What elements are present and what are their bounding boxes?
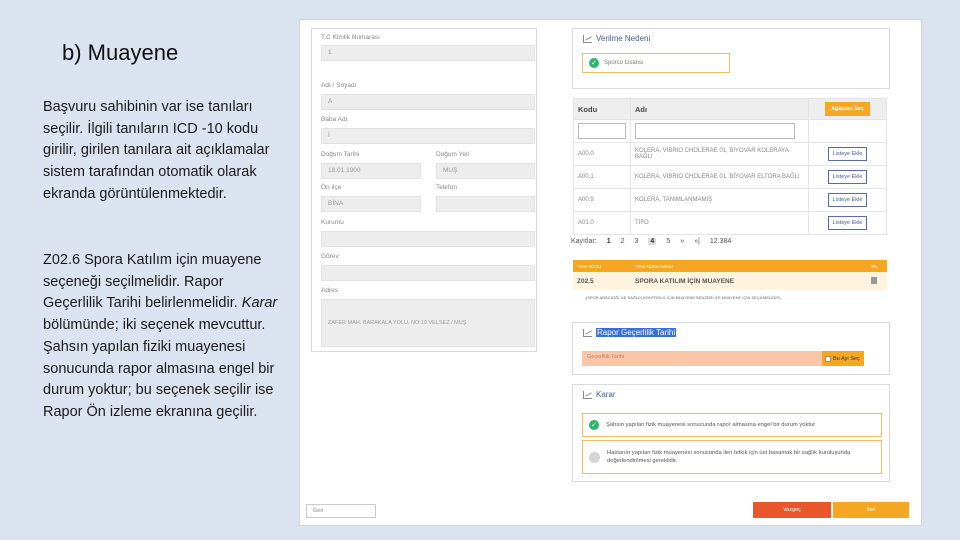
page-link[interactable]: 2 [620, 238, 625, 245]
name-filter-cell [631, 120, 809, 143]
diagnosis-header-row [574, 99, 887, 120]
validity-title [583, 328, 676, 337]
cancel-button[interactable]: Vazgeç [753, 502, 831, 518]
reason-option-label: Sporcu Lisansı [604, 60, 644, 66]
selected-code-header: TANI KODU [573, 260, 631, 272]
records-label: Kayıtlar: [571, 238, 597, 245]
chart-icon [583, 391, 592, 399]
diagnosis-name: TİFO [631, 212, 809, 235]
page-link[interactable]: 1 [606, 238, 611, 245]
page-link[interactable]: 5 [666, 238, 671, 245]
institution-label: Kurumu [321, 219, 344, 226]
page-link-active[interactable]: 4 [650, 238, 655, 245]
decision-title [583, 390, 616, 399]
instructions-text-1: Z02.6 Spora Katılım için muayene seçeneği seçilmelidir. Rapor Geçerlilik Tarihi belirlenmelidir. [43, 252, 262, 312]
delete-cell [867, 272, 887, 290]
calendar-button-label: Bu Ayı Seç [833, 355, 860, 362]
district-label: Ön ilçe [321, 184, 342, 191]
validity-title-text: Rapor Geçerlilik Tarihi [597, 328, 676, 337]
table-row[interactable] [574, 166, 887, 189]
calendar-button[interactable] [822, 351, 864, 366]
institution-field[interactable] [321, 231, 535, 247]
father-field[interactable]: İ [321, 128, 535, 144]
diagnosis-name: KOLERA, TANIMLANMAMIŞ [631, 189, 809, 212]
diagnosis-name: KOLERA, VIBRIO CHOLERAE 01, BİYOVAR ELTORA BAĞLI [631, 166, 809, 189]
selected-header-row [573, 260, 887, 272]
select-from-tree-button[interactable]: Ağaçtan Seç [825, 102, 870, 116]
next-page-button[interactable]: » [680, 238, 685, 245]
name-column-header: Adı [631, 99, 809, 120]
reason-title [583, 34, 650, 43]
district-field[interactable]: BİNA [321, 196, 421, 212]
patient-form [311, 28, 537, 352]
add-to-list-button[interactable]: Listeye Ekle [828, 193, 868, 207]
reason-box [572, 28, 890, 89]
duty-label: Görev [321, 253, 339, 260]
code-column-header: Kodu [574, 99, 631, 120]
diagnosis-table [573, 98, 887, 235]
slide-title: b) Muayene [62, 40, 179, 65]
description-paragraph: Başvuru sahibinin var ise tanıları seçilir. İlgili tanıların ICD -10 kodu girilir, girilen tanılara ait açıklamalar sistem tarafından otomatik olarak ekranda görüntülenmektedir. [43, 99, 270, 202]
action-cell [809, 166, 887, 189]
add-to-list-button[interactable]: Listeye Ekle [828, 216, 868, 230]
selected-desc-header: TANI AÇIKLAMASI [631, 260, 867, 272]
selection-note: (SPOR ARACILIĞI İLE SAĞLIK KONTROLÜ İÇİN MUAYENE BENZERİ İLE MUAYENE İÇİN SEÇİLMELİDİR) [586, 295, 781, 300]
table-row[interactable] [574, 143, 887, 166]
empty-filter-cell [809, 120, 887, 143]
address-label: Adres [321, 287, 338, 294]
next-button[interactable]: İleri [833, 502, 909, 518]
action-cell [809, 189, 887, 212]
birthdate-field[interactable]: 18.01.1900 [321, 163, 421, 179]
selected-desc: SPORA KATILIM İÇİN MUAYENE [631, 272, 867, 290]
action-cell [809, 143, 887, 166]
validity-box [572, 322, 890, 375]
decision-option-no-obstacle[interactable] [582, 413, 882, 437]
birthplace-field[interactable]: MUŞ [436, 163, 535, 179]
calendar-icon [825, 356, 831, 362]
name-field[interactable]: A [321, 94, 535, 110]
decision-title-text: Karar [596, 390, 616, 399]
table-row[interactable] [574, 189, 887, 212]
tc-field[interactable]: 1 [321, 45, 535, 61]
diagnosis-name: KOLERA, VIBRIO CHOLERAE 01, BİYOVAR KOLERAYA BAĞLI [631, 143, 809, 166]
instructions-text-2: bölümünde; iki seçenek mevcuttur. [43, 317, 266, 334]
add-to-list-button[interactable]: Listeye Ekle [828, 170, 868, 184]
diagnosis-code: A00.1 [574, 166, 631, 189]
decision-box [572, 384, 890, 482]
diagnosis-code: A00.9 [574, 189, 631, 212]
check-icon: ✓ [589, 58, 599, 68]
pagination [571, 238, 887, 245]
action-cell [809, 212, 887, 235]
record-count: 12.384 [709, 238, 732, 245]
code-filter-input[interactable] [578, 123, 626, 139]
last-page-button[interactable]: »| [694, 238, 700, 245]
table-row[interactable] [574, 212, 887, 235]
birthdate-label: Doğum Tarihi [321, 151, 360, 158]
selected-row [573, 272, 887, 290]
unchecked-icon [589, 452, 600, 463]
chart-icon [583, 35, 592, 43]
decision-option-1-label: Şahsın yapılan fizik muayenesi sonucunda rapor almasına engel bir durum yoktur [606, 421, 816, 428]
birthplace-label: Doğum Yeri [436, 151, 470, 158]
add-diagnosis-cell [809, 99, 887, 120]
app-screenshot [299, 19, 922, 526]
chart-icon [583, 329, 592, 337]
instructions-paragraph [43, 250, 283, 424]
name-label: Adı / Soyadı [321, 82, 357, 89]
trash-icon[interactable] [871, 277, 877, 284]
selected-action-header: SİL [867, 260, 887, 272]
phone-field[interactable] [436, 196, 535, 212]
selected-code: Z02.5 [573, 272, 631, 290]
page-link[interactable]: 3 [634, 238, 639, 245]
code-filter-cell [574, 120, 631, 143]
phone-label: Telefon [436, 184, 457, 191]
instructions-italic: Karar [241, 295, 278, 312]
reason-option[interactable] [582, 53, 730, 73]
validity-date-input[interactable]: Geçerlilik Tarihi [582, 351, 822, 366]
decision-option-refer[interactable] [582, 440, 882, 474]
address-field[interactable]: ZAFER MAH. BARAKALA YOLU, NO:19 VELSEZ / MUŞ [321, 299, 535, 347]
duty-field[interactable] [321, 265, 535, 281]
filter-row [574, 120, 887, 143]
reason-title-text: Verilme Nedeni [596, 34, 651, 43]
add-to-list-button[interactable]: Listeye Ekle [828, 147, 868, 161]
back-button[interactable]: Geri [306, 504, 376, 518]
instructions-text-3: Şahsın yapılan fiziki muayenesi sonucunda rapor almasına engel bir durum yoktur; bu seçenek seçilir ise Rapor Ön izleme ekranına geçilir. [43, 338, 275, 420]
father-label: Baba Adı [321, 116, 348, 123]
diagnosis-code: A01.0 [574, 212, 631, 235]
tc-label: T.C Kimlik Numarası [321, 34, 380, 41]
diagnosis-code: A00.0 [574, 143, 631, 166]
selected-diagnosis-table [573, 260, 887, 290]
decision-option-2-label: Hastanın yapılan fizik muayenesi sonucunda ileri tetkik için üst basamak bir sağlık kuruluşunda değerlendirilmesi gereklidir. [607, 449, 851, 464]
name-filter-input[interactable] [635, 123, 795, 139]
check-icon: ✓ [589, 420, 599, 430]
